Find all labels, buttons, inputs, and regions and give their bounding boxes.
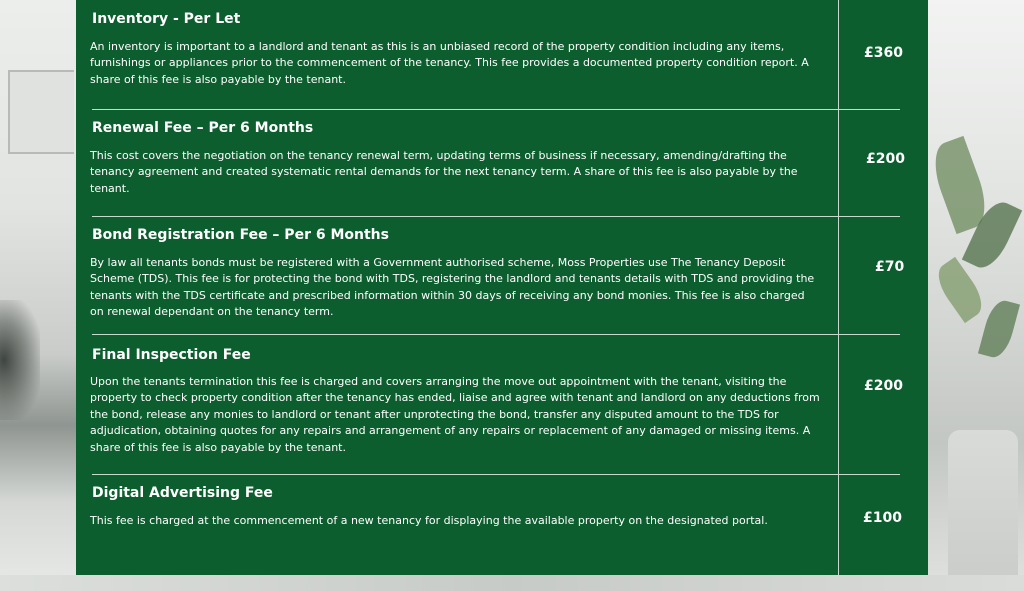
- fee-description: By law all tenants bonds must be registered with a Government authorised scheme, Moss Properties use The Tenancy Deposit Scheme (TDS). This fee is for protecting the bond with TDS, registering the landlord and tenants details with TDS and providing the tenants with the TDS certificate and prescribed information within 30 days of receiving any bond monies. This fee is also charged on renewal dependant on the tenancy term.: [90, 256, 815, 319]
- fee-price: £200: [864, 378, 903, 394]
- fees-panel: [76, 0, 928, 575]
- fee-title: Digital Advertising Fee: [92, 485, 273, 501]
- fee-price: £360: [864, 45, 903, 61]
- fee-row-final-inspection: [76, 335, 928, 474]
- background-picture-frame: [8, 70, 74, 154]
- fee-title: Inventory - Per Let: [92, 11, 241, 27]
- fee-title: Renewal Fee – Per 6 Months: [92, 120, 314, 136]
- background-left-wall: [0, 0, 76, 591]
- fee-price: £200: [866, 151, 905, 167]
- fee-price: £70: [875, 259, 905, 275]
- fee-title: Final Inspection Fee: [92, 347, 251, 363]
- fee-row-bond-registration: [76, 217, 928, 334]
- fee-description: This cost covers the negotiation on the tenancy renewal term, updating terms of business if necessary, amending/drafting the tenancy agreement and created systematic rental demands for the next tenancy term. A share of this fee is also payable by the tenant.: [90, 149, 798, 195]
- background-shadow: [0, 300, 40, 420]
- fee-description: Upon the tenants termination this fee is charged and covers arranging the move out appointment with the tenant, visiting the property to check property condition after the tenancy has ended, liaise and agree with tenant and landlord on any deductions from the bond, release any monies to landlord or tenant after unprotecting the bond, transfer any disputed amount to the TDS for adjudication, obtaining quotes for any repairs and arrangement of any repairs or replacement of any damaged or missing items. A share of this fee is also payable by the tenant.: [90, 375, 820, 454]
- plant-pot: [948, 430, 1018, 590]
- fee-row-inventory: [76, 0, 928, 109]
- fee-row-digital-advertising: [76, 475, 928, 575]
- background-floor: [0, 575, 1024, 591]
- fee-title: Bond Registration Fee – Per 6 Months: [92, 227, 389, 243]
- fee-description: This fee is charged at the commencement of a new tenancy for displaying the available property on the designated portal.: [90, 514, 768, 527]
- fee-row-renewal: [76, 110, 928, 216]
- fee-description: An inventory is important to a landlord and tenant as this is an unbiased record of the property condition including any items, furnishings or appliances prior to the commencement of the tenancy. This fee provides a documented property condition report. A share of this fee is also payable by the tenant.: [90, 40, 809, 86]
- fee-price: £100: [863, 510, 902, 526]
